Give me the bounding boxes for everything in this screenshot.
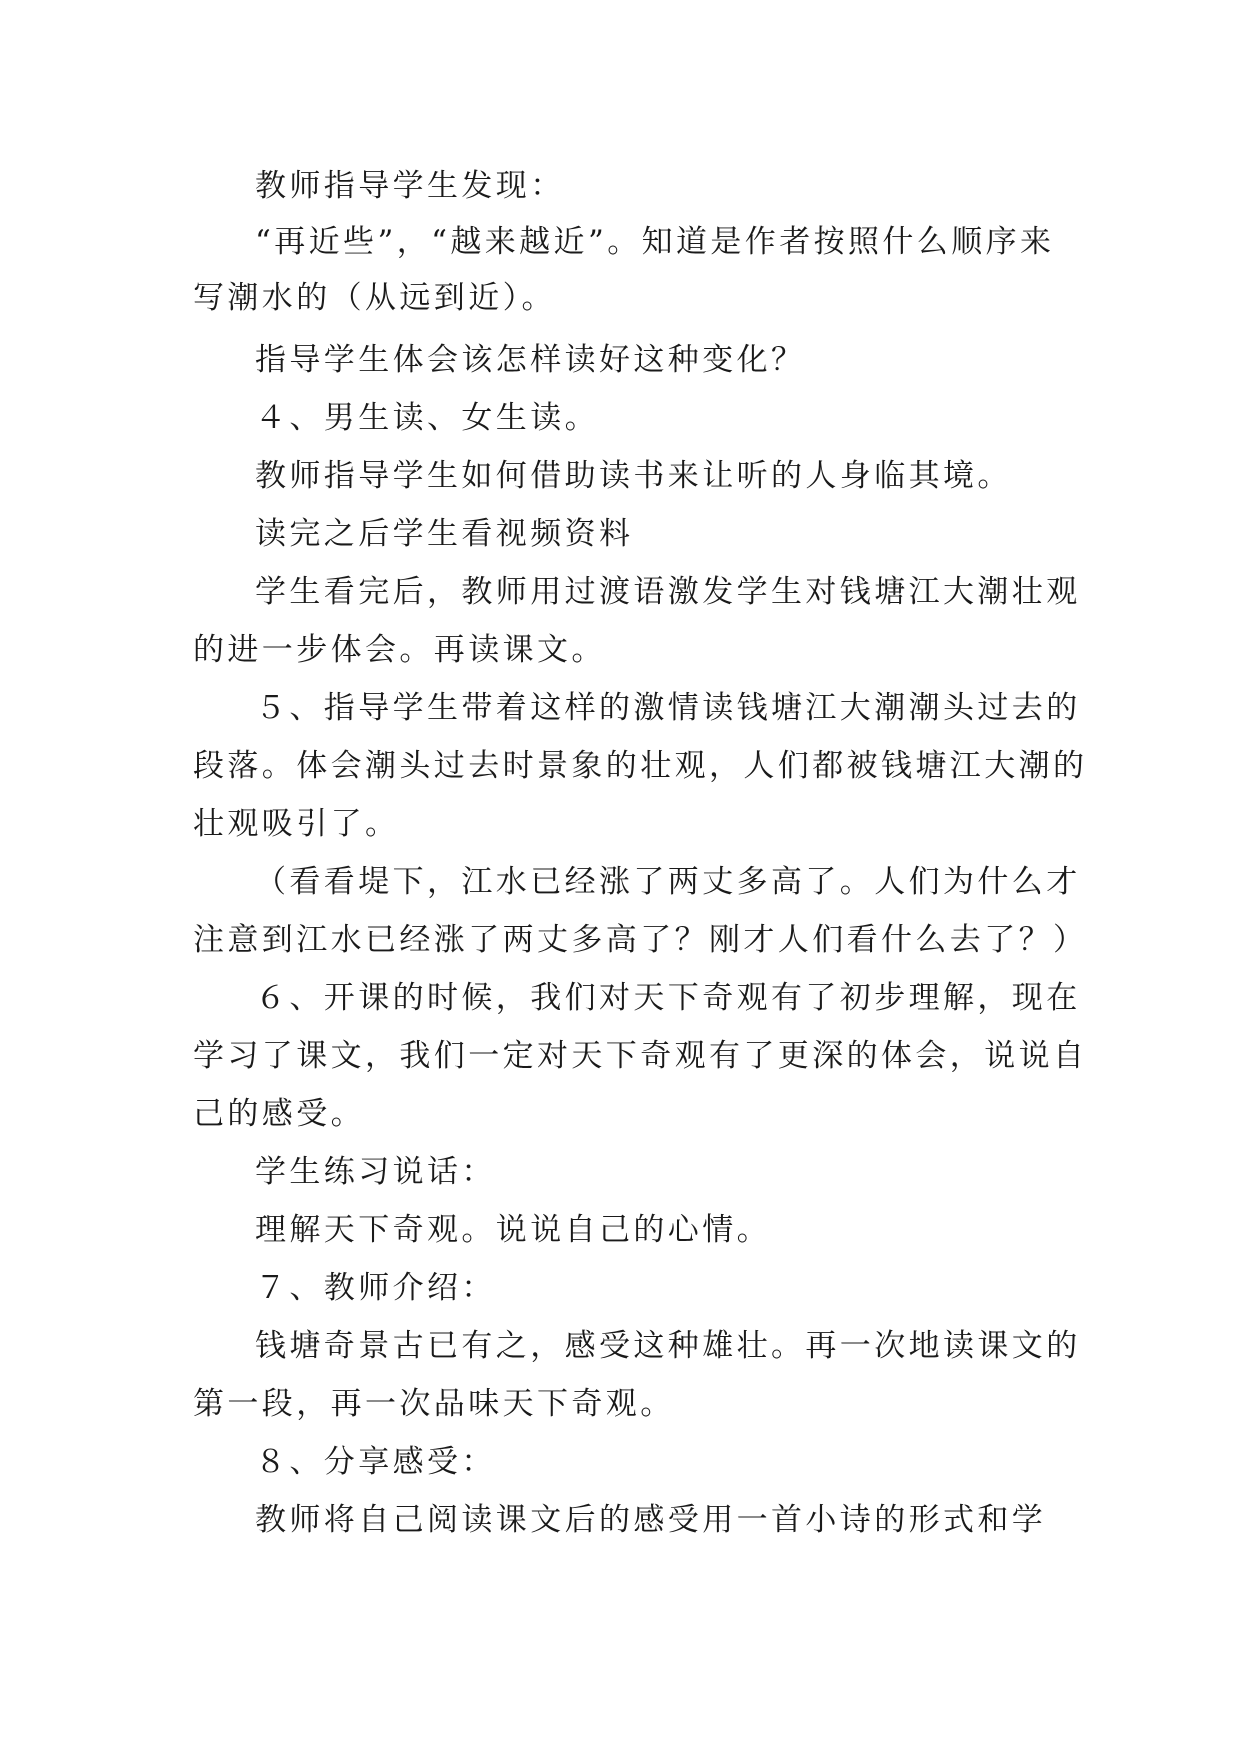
text-line: 教师指导学生发现：: [255, 168, 565, 204]
text-line: 钱塘奇景古已有之，感受这种雄壮。再一次地读课文的: [255, 1328, 1081, 1364]
text-line: ６、开课的时候，我们对天下奇观有了初步理解，现在: [255, 980, 1081, 1016]
text-line: 教师指导学生如何借助读书来让听的人身临其境。: [255, 458, 1012, 494]
text-line: 段落。体会潮头过去时景象的壮观，人们都被钱塘江大潮的: [193, 748, 1088, 784]
text-line: 注意到江水已经涨了两丈多高了？刚才人们看什么去了？）: [193, 922, 1088, 958]
text-line: 壮观吸引了。: [193, 806, 400, 842]
text-line: 学生练习说话：: [255, 1154, 496, 1190]
text-line: ８、分享感受：: [255, 1444, 496, 1480]
text-line: 的进一步体会。再读课文。: [193, 632, 606, 668]
text-line: 学生看完后，教师用过渡语激发学生对钱塘江大潮壮观: [255, 574, 1081, 610]
text-line: ５、指导学生带着这样的激情读钱塘江大潮潮头过去的: [255, 690, 1081, 726]
text-line: 第一段，再一次品味天下奇观。: [193, 1386, 675, 1422]
text-line: 教师将自己阅读课文后的感受用一首小诗的形式和学: [255, 1502, 1047, 1538]
text-line: 写潮水的（从远到近）。: [193, 280, 556, 316]
text-line: 指导学生体会该怎样读好这种变化？: [255, 342, 806, 378]
text-line: 读完之后学生看视频资料: [255, 516, 634, 552]
text-line: 学习了课文，我们一定对天下奇观有了更深的体会，说说自: [193, 1038, 1088, 1074]
text-line: ７、教师介绍：: [255, 1270, 496, 1306]
text-line: “再近些”，“越来越近”。知道是作者按照什么顺序来: [255, 224, 1055, 260]
text-line: ４、男生读、女生读。: [255, 400, 599, 436]
text-line: （看看堤下，江水已经涨了两丈多高了。人们为什么才: [255, 864, 1081, 900]
text-line: 理解天下奇观。说说自己的心情。: [255, 1212, 771, 1248]
text-line: 己的感受。: [193, 1096, 365, 1132]
